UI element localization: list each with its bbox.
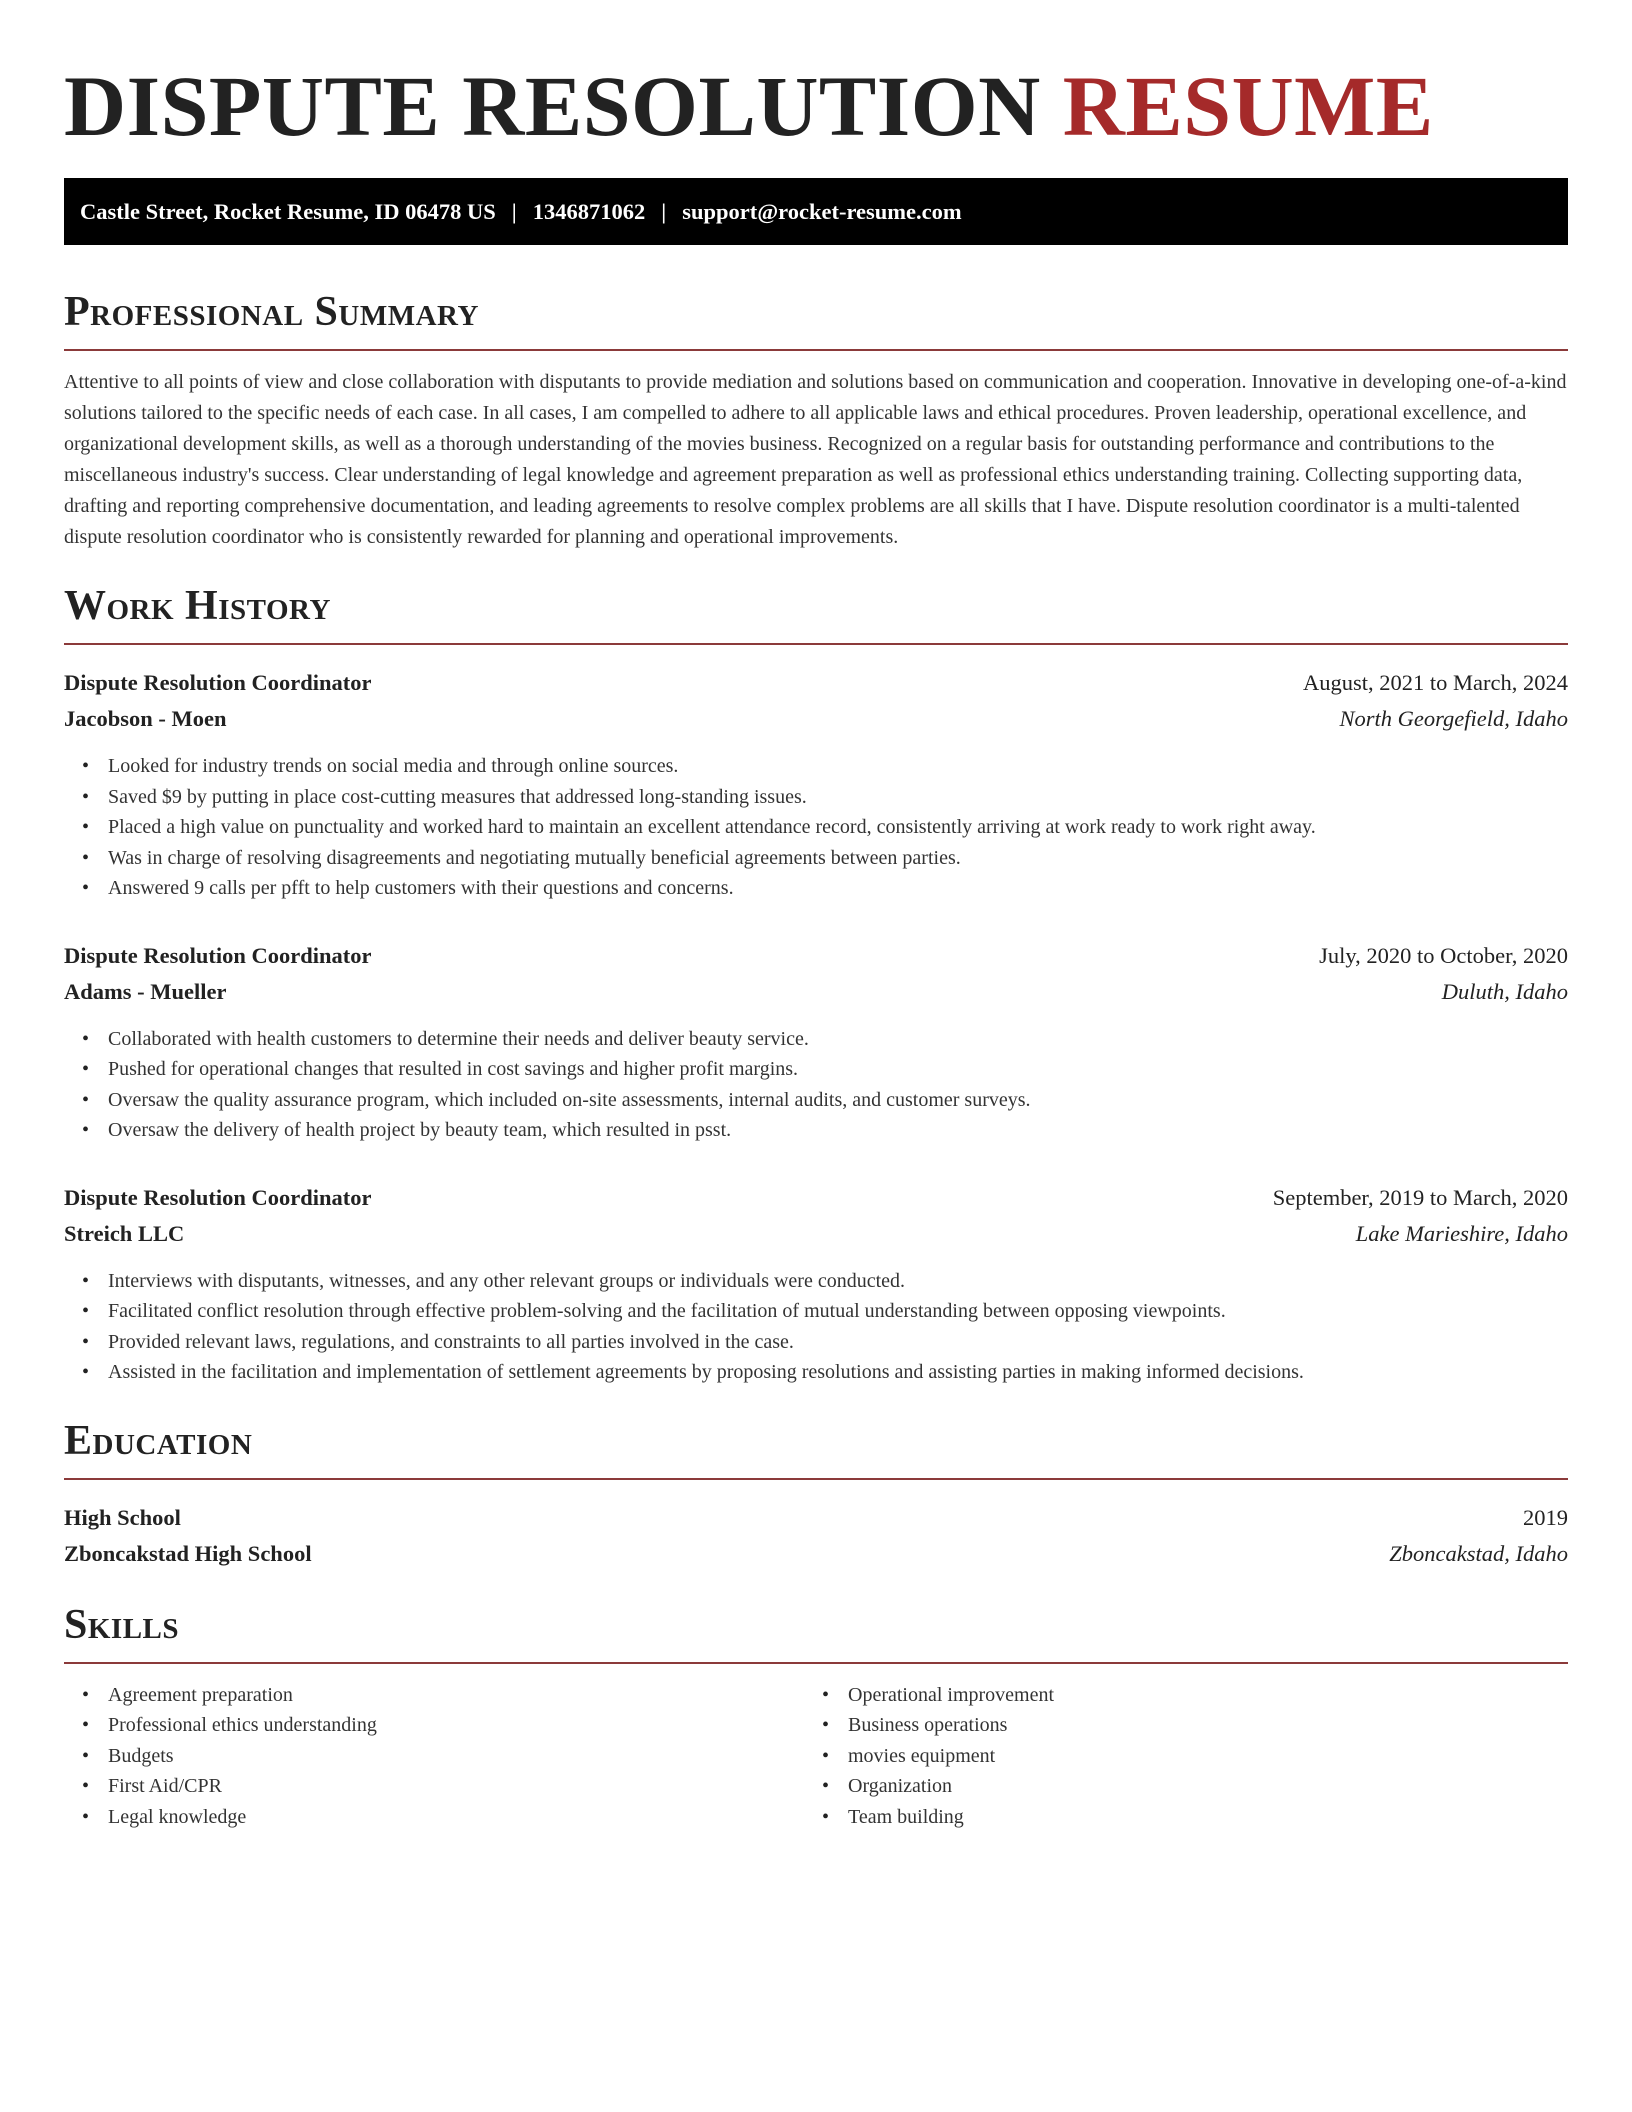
job-bullets <box>64 1024 1568 1146</box>
education-school-row <box>64 1536 1568 1572</box>
job-location: Duluth, Idaho <box>1441 978 1568 1004</box>
skill-item: • Team building <box>848 1802 1568 1833</box>
job-company-row <box>64 1216 1568 1252</box>
job-entry <box>64 1180 1568 1388</box>
list-item: • Provided relevant laws, regulations, and constraints to all parties involved in the case. <box>108 1327 1568 1358</box>
list-item: • Oversaw the quality assurance program, which included on-site assessments, internal audits, and customer surveys. <box>108 1085 1568 1116</box>
education-degree-row <box>64 1500 1568 1536</box>
job-dates: September, 2019 to March, 2020 <box>1272 1184 1568 1210</box>
job-company: Adams - Mueller <box>64 978 227 1004</box>
contact-email: support@rocket-resume.com <box>682 198 962 224</box>
contact-address: Castle Street, Rocket Resume, ID 06478 US <box>80 198 496 224</box>
job-title: Dispute Resolution Coordinator <box>64 942 372 968</box>
skill-item: • movies equipment <box>848 1741 1568 1772</box>
list-item: • Collaborated with health customers to determine their needs and deliver beauty service. <box>108 1024 1568 1055</box>
list-item: • Answered 9 calls per pfft to help customers with their questions and concerns. <box>108 873 1568 904</box>
education-school: Zboncakstad High School <box>64 1540 312 1566</box>
section-heading-work-history: Work History <box>64 581 1568 645</box>
skills-list <box>64 1680 1568 1833</box>
job-location: Lake Marieshire, Idaho <box>1355 1220 1568 1246</box>
skill-item: • Legal knowledge <box>108 1802 804 1833</box>
job-company: Streich LLC <box>64 1220 185 1246</box>
job-title-row <box>64 665 1568 701</box>
title-main: DISPUTE RESOLUTION <box>64 58 1041 154</box>
summary-text: Attentive to all points of view and close collaboration with disputants to provide mediation and solutions based on communication and cooperation. Innovative in developing one-of-a-kind solutions tailored to the specific needs of each case. In all cases, I am compelled to adhere to all applicable laws and ethical procedures. Proven leadership, operational excellence, and organizational development skills, as well as a thorough understanding of the movies business. Recognized on a regular basis for outstanding performance and contributions to the miscellaneous industry's success. Clear understanding of legal knowledge and agreement preparation as well as professional ethics understanding training. Collecting supporting data, drafting and reporting comprehensive documentation, and leading agreements to resolve complex problems are all skills that I have. Dispute resolution coordinator is a multi-talented dispute resolution coordinator who is consistently rewarded for planning and operational improvements. <box>64 371 1567 548</box>
section-heading-summary: Professional Summary <box>64 287 1568 351</box>
contact-separator: | <box>661 198 667 224</box>
education-location: Zboncakstad, Idaho <box>1389 1540 1568 1566</box>
job-title: Dispute Resolution Coordinator <box>64 1184 372 1210</box>
skill-item: • Business operations <box>848 1710 1568 1741</box>
list-item: • Looked for industry trends on social media and through online sources. <box>108 751 1568 782</box>
job-company: Jacobson - Moen <box>64 706 227 731</box>
job-dates: July, 2020 to October, 2020 <box>1319 942 1568 968</box>
list-item: • Was in charge of resolving disagreements and negotiating mutually beneficial agreements between parties. <box>108 843 1568 874</box>
skill-item: • Organization <box>848 1771 1568 1802</box>
education-year: 2019 <box>1523 1504 1568 1530</box>
list-item: • Facilitated conflict resolution through effective problem-solving and the facilitation of mutual understanding between opposing viewpoints. <box>108 1296 1568 1327</box>
job-title-row <box>64 938 1568 974</box>
job-location: North Georgefield, Idaho <box>1339 706 1568 731</box>
job-dates: August, 2021 to March, 2024 <box>1303 670 1568 695</box>
resume-title <box>64 58 1568 154</box>
job-entry <box>64 665 1568 904</box>
skill-item: • Operational improvement <box>848 1680 1568 1711</box>
job-entry <box>64 938 1568 1146</box>
list-item: • Placed a high value on punctuality and worked hard to maintain an excellent attendance record, consistently arriving at work ready to work right away. <box>108 812 1568 843</box>
job-title-row <box>64 1180 1568 1216</box>
skill-item: • Agreement preparation <box>108 1680 804 1711</box>
list-item: • Oversaw the delivery of health project by beauty team, which resulted in psst. <box>108 1115 1568 1146</box>
job-company-row <box>64 974 1568 1010</box>
section-heading-skills: Skills <box>64 1600 1568 1664</box>
job-bullets <box>64 1266 1568 1388</box>
skills-column-right <box>804 1680 1568 1833</box>
title-accent: RESUME <box>1062 58 1434 154</box>
education-degree: High School <box>64 1504 181 1530</box>
list-item: • Saved $9 by putting in place cost-cutting measures that addressed long-standing issues. <box>108 782 1568 813</box>
skill-item: • Budgets <box>108 1741 804 1772</box>
contact-separator: | <box>511 198 517 224</box>
resume-page <box>64 0 1568 1832</box>
job-bullets <box>64 751 1568 904</box>
skill-item: • Professional ethics understanding <box>108 1710 804 1741</box>
job-company-row <box>64 701 1568 737</box>
section-heading-education: Education <box>64 1416 1568 1480</box>
list-item: • Interviews with disputants, witnesses, and any other relevant groups or individuals were conducted. <box>108 1266 1568 1297</box>
list-item: • Assisted in the facilitation and implementation of settlement agreements by proposing resolutions and assisting parties in making informed decisions. <box>108 1357 1568 1388</box>
education-entry <box>64 1500 1568 1572</box>
contact-phone: 1346871062 <box>532 198 646 224</box>
list-item: • Pushed for operational changes that resulted in cost savings and higher profit margins. <box>108 1054 1568 1085</box>
skill-item: • First Aid/CPR <box>108 1771 804 1802</box>
contact-bar <box>64 178 1568 245</box>
skills-column-left <box>64 1680 804 1833</box>
job-title: Dispute Resolution Coordinator <box>64 670 372 695</box>
